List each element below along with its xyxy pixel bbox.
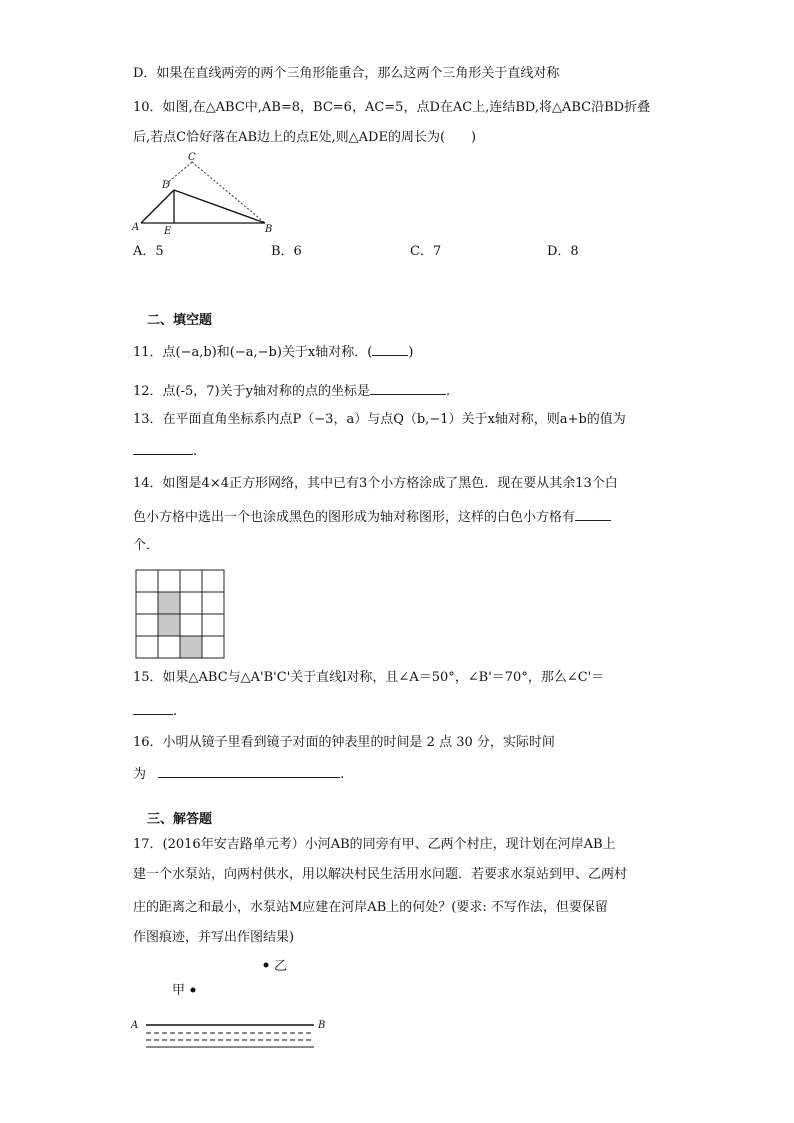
grid-cell bbox=[202, 570, 224, 592]
question-17-line-2: 建一个水泵站，向两村供水，用以解决村民生活用水问题．若要求水泵站到甲、乙两村 bbox=[133, 867, 628, 882]
label-e: E bbox=[164, 226, 172, 235]
option-a: A．5 bbox=[133, 244, 164, 259]
answer-blank bbox=[133, 440, 193, 455]
segment-db bbox=[174, 190, 265, 223]
option-b: B．6 bbox=[271, 244, 302, 259]
question-17-line-4: 作图痕迹，并写出作图结果) bbox=[133, 930, 295, 945]
triangle-figure bbox=[128, 150, 278, 235]
label-c: C bbox=[188, 152, 196, 163]
segment-cb bbox=[192, 162, 265, 223]
question-10-line-1: 10．如图,在△ABC中,AB=8，BC=6，AC=5，点D在AC上,连结BD,将△ABC沿BD折叠 bbox=[133, 100, 651, 115]
grid-cell bbox=[202, 614, 224, 636]
village-jia-label: 甲 bbox=[172, 983, 186, 998]
riverbank-label-a: A bbox=[131, 1020, 139, 1031]
question-16-line-1: 16．小明从镜子里看到镜子对面的钟表里的时间是 2 点 30 分，实际时间 bbox=[133, 735, 555, 750]
grid-cell bbox=[180, 570, 202, 592]
option-d: D．8 bbox=[547, 244, 579, 259]
question-13-line-2 bbox=[133, 440, 197, 462]
grid-cell bbox=[136, 592, 158, 614]
grid-cell bbox=[136, 636, 158, 658]
riverbank-label-b: B bbox=[318, 1020, 326, 1031]
question-16-prefix: 为 bbox=[133, 767, 147, 782]
question-11-text: 11．点(−a,b)和(−a,−b)关于x轴对称．( bbox=[133, 345, 373, 360]
grid-cell bbox=[202, 636, 224, 658]
grid-cell bbox=[136, 570, 158, 592]
label-a: A bbox=[132, 222, 140, 233]
question-13-end: . bbox=[193, 444, 198, 459]
four-by-four-grid bbox=[135, 569, 225, 659]
label-b: B bbox=[265, 224, 273, 235]
grid-cell bbox=[202, 592, 224, 614]
question-16-line-2 bbox=[133, 763, 344, 785]
question-15-end: . bbox=[173, 704, 178, 719]
question-12-end: . bbox=[445, 384, 451, 399]
question-14-line-3: 个． bbox=[133, 538, 160, 553]
question-14-line-2 bbox=[133, 506, 611, 528]
question-14-line-1: 14．如图是4×4正方形网络，其中已有3个小方格涂成了黑色．现在要从其余13个白 bbox=[133, 476, 618, 491]
grid-cell bbox=[158, 570, 180, 592]
question-11-end: ) bbox=[408, 345, 414, 360]
answer-blank bbox=[575, 506, 611, 521]
question-15-line-1: 15．如果△ABC与△A'B'C'关于直线l对称，且∠A＝50°，∠B'＝70°，那么∠C'＝ bbox=[133, 670, 605, 685]
question-12-text: 12．点(-5，7)关于y轴对称的点的坐标是 bbox=[133, 384, 370, 399]
river-figure bbox=[128, 955, 338, 1055]
section-2-title: 二、填空题 bbox=[147, 313, 213, 328]
question-14-line-2-text: 色小方格中选出一个也涂成黑色的图形成为轴对称图形，这样的白色小方格有 bbox=[133, 510, 576, 525]
question-12 bbox=[133, 380, 450, 402]
question-11 bbox=[133, 341, 413, 363]
question-13-line-1: 13．在平面直角坐标系内点P（−3，a）与点Q（b,−1）关于x轴对称，则a+b的值为 bbox=[133, 412, 626, 427]
section-3-title: 三、解答题 bbox=[147, 812, 213, 827]
answer-blank bbox=[133, 700, 173, 715]
village-yi-dot bbox=[264, 963, 269, 968]
label-d: D bbox=[162, 180, 171, 191]
answer-blank bbox=[370, 380, 446, 395]
question-16-end: . bbox=[340, 767, 345, 782]
grid-cell bbox=[180, 614, 202, 636]
answer-blank bbox=[372, 341, 408, 356]
segment-ad bbox=[141, 190, 174, 223]
village-jia-dot bbox=[191, 988, 196, 993]
question-15-line-2 bbox=[133, 700, 177, 722]
village-yi-label: 乙 bbox=[274, 959, 288, 974]
question-9-option-d: D．如果在直线两旁的两个三角形能重合，那么这两个三角形关于直线对称 bbox=[133, 66, 560, 81]
grid-cell-shaded bbox=[158, 592, 180, 614]
grid-cell-shaded bbox=[158, 614, 180, 636]
grid-cell bbox=[180, 592, 202, 614]
grid-cell bbox=[158, 636, 180, 658]
question-17-line-1: 17．(2016年安吉路单元考）小河AB的同旁有甲、乙两个村庄，现计划在河岸AB上 bbox=[133, 837, 616, 852]
question-17-line-3: 庄的距离之和最小，水泵站M应建在河岸AB上的何处？(要求: 不写作法，但要保留 bbox=[133, 900, 608, 915]
option-c: C．7 bbox=[410, 244, 442, 259]
question-10-line-2: 后,若点C恰好落在AB边上的点E处,则△ADE的周长为( ) bbox=[133, 130, 477, 145]
grid-cell-shaded bbox=[180, 636, 202, 658]
grid-cell bbox=[136, 614, 158, 636]
answer-blank bbox=[158, 763, 340, 778]
